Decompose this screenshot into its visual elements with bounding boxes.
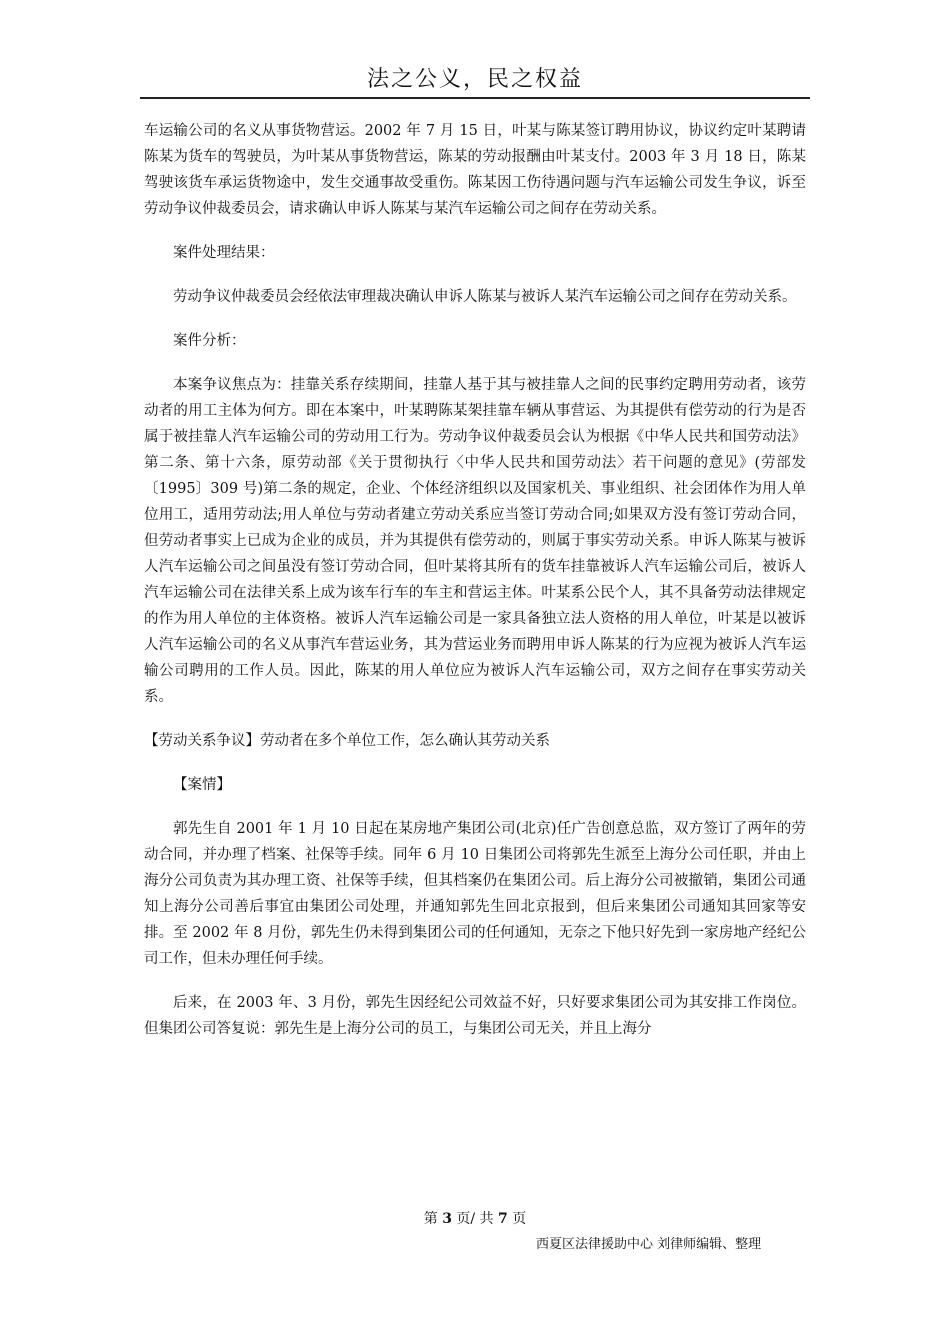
page-current: 3 bbox=[442, 1211, 452, 1227]
page-middle: 页/ 共 bbox=[456, 1211, 494, 1227]
document-body bbox=[144, 118, 806, 1060]
page-prefix: 第 bbox=[423, 1211, 438, 1227]
header-divider bbox=[140, 97, 810, 99]
paragraph-later-events: 后来，在 2003 年、3 月份，郭先生因经纪公司效益不好，只好要求集团公司为其安排工作岗位。但集团公司答复说：郭先生是上海分公司的员工，与集团公司无关，并且上海分 bbox=[144, 995, 806, 1037]
heading-case-details: 【案情】 bbox=[173, 777, 231, 793]
paragraph-case-details: 郭先生自 2001 年 1 月 10 日起在某房地产集团公司(北京)任广告创意总监，双方签订了两年的劳动合同，并办理了档案、社保等手续。同年 6 月 10 日集团公司将郭先生派至上海分公司任职，并由上海分公司负责为其办理工资、社保等手续，但其档案仍在集团公司。后上海分公司被撤销，集团公司通知上海分公司善后事宜由集团公司处理，并通知郭先生回北京报到，但后来集团公司通知其回家等安排。至 2002 年 8 月份，郭先生仍未得到集团公司的任何通知，无奈之下他只好先到一家房地产经纪公司工作，但未办理任何手续。 bbox=[144, 821, 806, 967]
page-number bbox=[0, 1208, 950, 1228]
paragraph-case-analysis: 本案争议焦点为：挂靠关系存续期间，挂靠人基于其与被挂靠人之间的民事约定聘用劳动者，该劳动者的用工主体为何方。即在本案中，叶某聘陈某架挂靠车辆从事营运、为其提供有偿劳动的行为是否属于被挂靠人汽车运输公司的劳动用工行为。劳动争议仲裁委员会认为根据《中华人民共和国劳动法》第二条、第十六条，原劳动部《关于贯彻执行〈中华人民共和国劳动法〉若干问题的意见》(劳部发〔1995〕309 号)第二条的规定，企业、个体经济组织以及国家机关、事业组织、社会团体作为用人单位用工，适用劳动法;用人单位与劳动者建立劳动关系应当签订劳动合同;如果双方没有签订劳动合同，但劳动者事实上已成为企业的成员，并为其提供有偿劳动的，则属于事实劳动关系。申诉人陈某与被诉人汽车运输公司之间虽没有签订劳动合同，但叶某将其所有的货车挂靠被诉人汽车运输公司后，被诉人汽车运输公司在法律关系上成为该车行车的车主和营运主体。叶某系公民个人，其不具备劳动法律规定的作为用人单位的主体资格。被诉人汽车运输公司是一家具备独立法人资格的用人单位，叶某是以被诉人汽车运输公司的名义从事汽车营运业务，其为营运业务而聘用申诉人陈某的行为应视为被诉人汽车运输公司聘用的工作人员。因此，陈某的用人单位应为被诉人汽车运输公司，双方之间存在事实劳动关系。 bbox=[144, 377, 806, 705]
heading-case-result: 案件处理结果： bbox=[173, 245, 275, 261]
page-total: 7 bbox=[498, 1211, 508, 1227]
section-title-labor-dispute: 【劳动关系争议】劳动者在多个单位工作，怎么确认其劳动关系 bbox=[144, 733, 550, 749]
paragraph-case-result: 劳动争议仲裁委员会经依法审理裁决确认申诉人陈某与被诉人某汽车运输公司之间存在劳动关系。 bbox=[173, 289, 797, 305]
page-suffix: 页 bbox=[512, 1211, 527, 1227]
paragraph-case-facts: 车运输公司的名义从事货物营运。2002 年 7 月 15 日，叶某与陈某签订聘用协议，协议约定叶某聘请陈某为货车的驾驶员，为叶某从事货物营运，陈某的劳动报酬由叶某支付。2003 年 3 月 18 日，陈某驾驶该货车承运货物途中，发生交通事故受重伤。陈某因工伤待遇问题与汽车运输公司发生争议，诉至劳动争议仲裁委员会，请求确认申诉人陈某与某汽车运输公司之间存在劳动关系。 bbox=[144, 123, 806, 217]
page-header-title: 法之公义，民之权益 bbox=[366, 67, 583, 92]
heading-case-analysis: 案件分析： bbox=[173, 333, 246, 349]
footer-credit: 西夏区法律援助中心 刘律师编辑、整理 bbox=[536, 1237, 762, 1252]
